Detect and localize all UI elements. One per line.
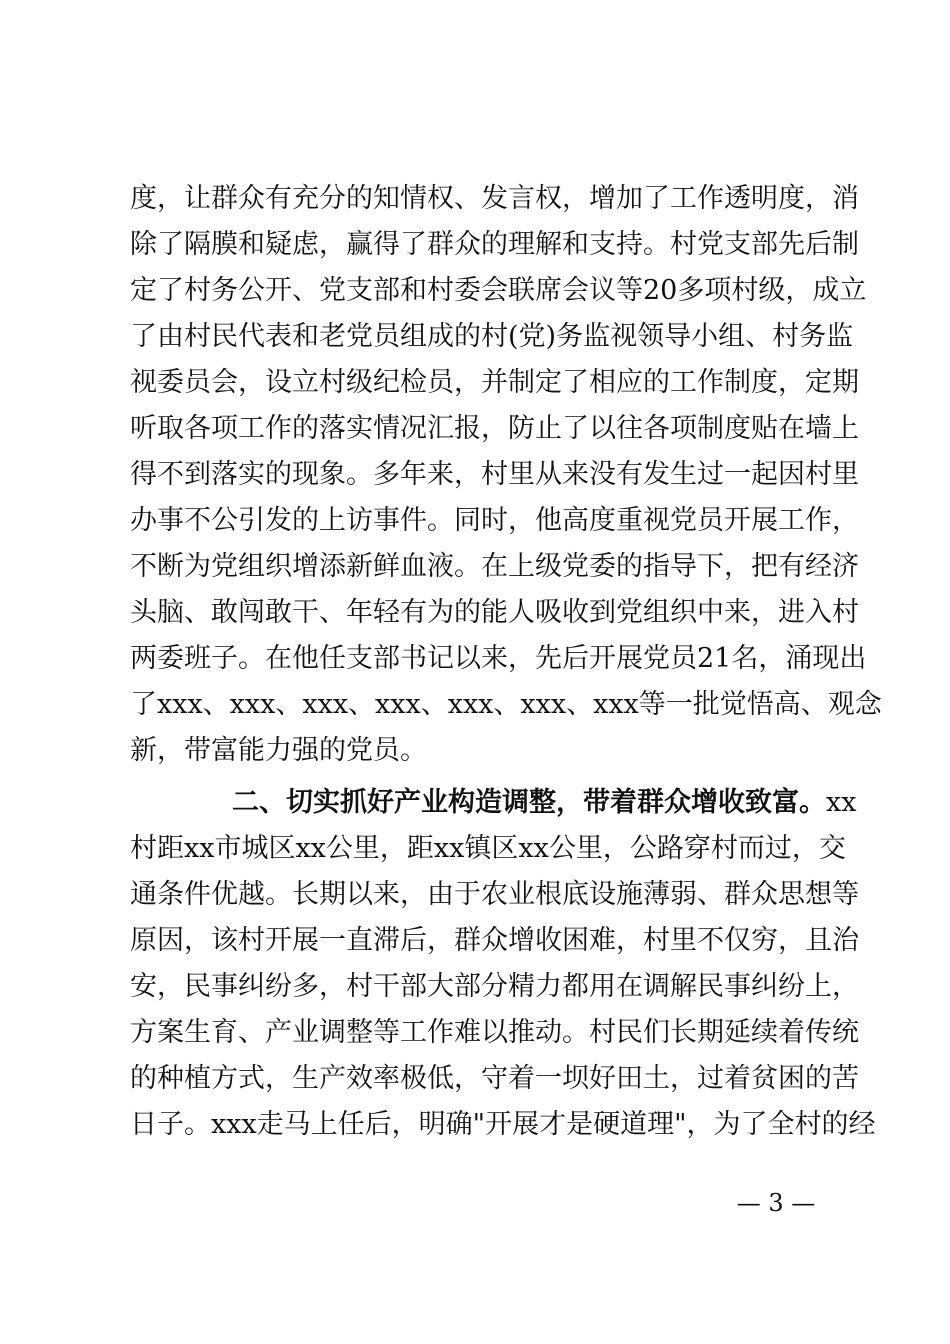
section-paragraph-line: 日子。xxx走马上任后，明确"开展才是硬道理"，为了全村的经: [130, 1109, 876, 1140]
paragraph-line: 得不到落实的现象。多年来，村里从来没有发生过一起因村里: [130, 459, 859, 490]
section-heading-tail: xx: [826, 787, 857, 818]
page-number: — 3 —: [736, 1189, 816, 1217]
paragraph-line: 办事不公引发的上访事件。同时，他高度重视党员开展工作，: [130, 505, 859, 536]
section-paragraph-line: 方案生育、产业调整等工作难以推动。村民们长期延续着传统: [130, 1017, 859, 1048]
paragraph-line: 不断为党组织增添新鲜血液。在上级党委的指导下，把有经济: [130, 551, 859, 582]
paragraph-line: 听取各项工作的落实情况汇报，防止了以往各项制度贴在墙上: [130, 413, 859, 444]
paragraph-line: 定了村务公开、党支部和村委会联席会议等20多项村级，成立: [130, 275, 867, 306]
section-paragraph-line: 通条件优越。长期以来，由于农业根底设施薄弱、群众思想等: [130, 879, 859, 910]
paragraph-line-last: 新，带富能力强的党员。: [130, 735, 427, 766]
paragraph-line: 度，让群众有充分的知情权、发言权，增加了工作透明度，消: [130, 183, 859, 214]
section-heading-line: [232, 780, 857, 826]
paragraph-line: 了xxx、xxx、xxx、xxx、xxx、xxx、xxx等一批觉悟高、观念: [130, 689, 882, 720]
section-heading: 二、切实抓好产业构造调整，带着群众增收致富。: [232, 787, 826, 818]
paragraph-line: 头脑、敢闯敢干、年轻有为的能人吸收到党组织中来，进入村: [130, 597, 859, 628]
section-paragraph-line: 的种植方式，生产效率极低，守着一坝好田土，过着贫困的苦: [130, 1063, 859, 1094]
paragraph-line: 了由村民代表和老党员组成的村(党)务监视领导小组、村务监: [130, 321, 854, 352]
paragraph-line: 两委班子。在他任支部书记以来，先后开展党员21名，涌现出: [130, 643, 867, 674]
section-paragraph-line: 村距xx市城区xx公里，距xx镇区xx公里，公路穿村而过，交: [130, 833, 846, 864]
paragraph-line: 视委员会，设立村级纪检员，并制定了相应的工作制度，定期: [130, 367, 859, 398]
section-paragraph-line: 原因，该村开展一直滞后，群众增收困难，村里不仅穷，且治: [130, 925, 859, 956]
paragraph-line: 除了隔膜和疑虑，赢得了群众的理解和支持。村党支部先后制: [130, 229, 859, 260]
section-paragraph-line: 安，民事纠纷多，村干部大部分精力都用在调解民事纠纷上，: [130, 971, 859, 1002]
